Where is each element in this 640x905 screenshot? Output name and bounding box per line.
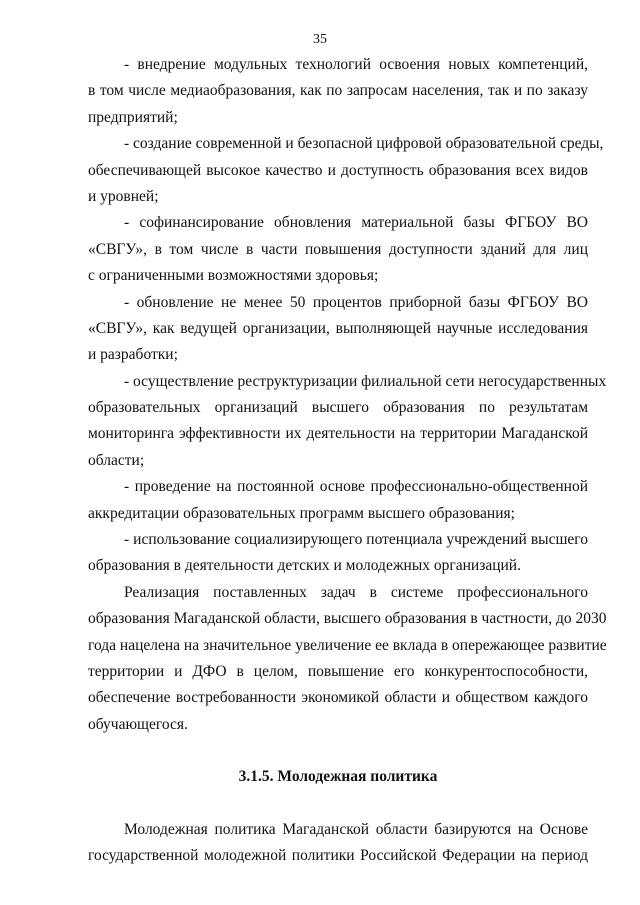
text-line: обучающегося. [88,715,188,733]
text-line: образовательных организаций высшего образования по результатам [88,399,588,417]
text-line: года нацелена на значительное увеличение ее вклада в опережающее развитие [88,636,607,654]
page-number: 35 [313,32,327,47]
text-line: - осуществление реструктуризации филиальной сети негосударственных [124,372,607,390]
text-line: с ограниченными возможностями здоровья; [88,267,379,285]
text-line: - обновление не менее 50 процентов приборной базы ФГБОУ ВО [124,293,588,311]
text-line: территории и ДФО в целом, повышение его конкурентоспособности, [88,662,588,680]
text-line: обеспечение востребованности экономикой области и обществом каждого [88,689,588,707]
section-heading: 3.1.5. Молодежная политика [238,768,438,786]
text-line: образования Магаданской области, высшего образования в частности, до 2030 [88,610,607,628]
text-line: государственной молодежной политики Российской Федерации на период [88,846,588,864]
text-line: в том числе медиаобразования, как по запросам населения, так и по заказу [88,82,588,100]
spacer [88,791,588,817]
text-line: «СВГУ», в том числе в части повышения доступности зданий для лиц [88,240,588,258]
text-line: образования в деятельности детских и молодежных организаций. [88,557,521,575]
text-line: Реализация поставленных задач в системе профессионального [124,583,588,601]
text-line: обеспечивающей высокое качество и доступность образования всех видов [88,161,588,179]
text-line: - софинансирование обновления материальной базы ФГБОУ ВО [124,214,588,232]
text-line: «СВГУ», как ведущей организации, выполняющей научные исследования [88,319,588,337]
body-text [88,52,607,869]
text-line: - использование социализирующего потенциала учреждений высшего [124,531,588,549]
spacer [88,738,588,764]
text-line: области; [88,451,145,469]
text-line: аккредитации образовательных программ высшего образования; [88,504,515,522]
text-line: мониторинга эффективности их деятельности на территории Магаданской [88,425,588,443]
text-line: - создание современной и безопасной цифровой образовательной среды, [124,135,604,153]
text-line: и разработки; [88,346,178,364]
text-line: и уровней; [88,187,159,205]
text-line: предприятий; [88,108,178,126]
main-paragraphs [88,52,607,738]
text-line: Молодежная политика Магаданской области базируются на Основе [124,820,588,838]
text-line: - внедрение модульных технологий освоения новых компетенций, [124,56,588,73]
section-paragraph [88,817,588,870]
text-line: - проведение на постоянной основе профессионально-общественной [124,478,588,496]
